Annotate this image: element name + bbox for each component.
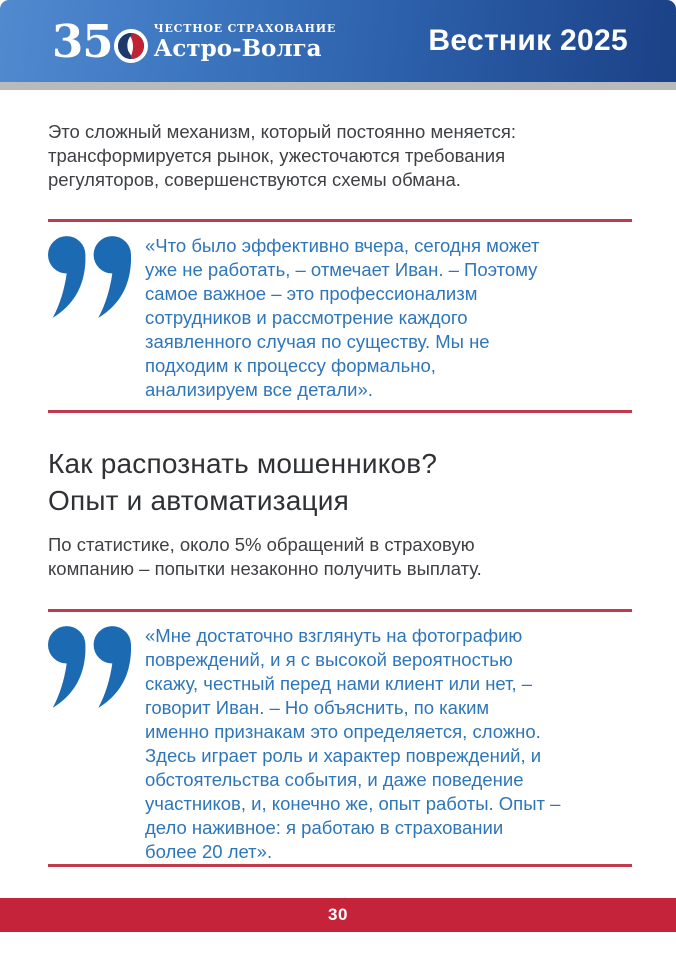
sail-emblem-icon	[118, 33, 144, 59]
red-divider-bottom-quote2	[48, 864, 632, 867]
logo-zero-ring	[114, 29, 148, 63]
intro-paragraph: Это сложный механизм, который постоянно меняется: трансформируется рынок, ужесточаются требования регуляторов, совершенствуются схемы обмана.	[48, 121, 517, 190]
double-quote-right-icon	[48, 236, 131, 318]
anniversary-number: 35	[52, 14, 113, 68]
double-quote-right-icon	[48, 626, 131, 708]
article-content	[0, 90, 676, 867]
red-divider-top-quote1	[48, 219, 632, 222]
newsletter-title: Вестник 2025	[428, 24, 628, 57]
red-divider-top-quote2	[48, 609, 632, 612]
brand-logo	[52, 14, 337, 68]
statistics-paragraph: По статистике, около 5% обращений в страховую компанию – попытки незаконно получить выплату.	[48, 534, 482, 579]
pull-quote-2-text: «Мне достаточно взглянуть на фотографию повреждений, и я с высокой вероятностью скажу, честный перед нами клиент или нет, – говорит Иван. – Но объяснить, по каким именно признакам это определяется, сложно. Здесь играет роль и характер повреждений, и обстоятельства события, и даже поведение участников, и, конечно же, опыт работы. Опыт – дело наживное: я работаю в страховании более 20 лет».	[145, 625, 561, 862]
logo-text-block	[154, 22, 336, 62]
logo-tagline: ЧЕСТНОЕ СТРАХОВАНИЕ	[153, 22, 337, 35]
red-divider-bottom-quote1	[48, 410, 632, 413]
pull-quote-1-text: «Что было эффективно вчера, сегодня может уже не работать, – отмечает Иван. – Поэтому самое важное – это профессионализм сотрудников и рассмотрение каждого заявленного случая по существу. Мы не подходим к процессу формально, анализируем все детали».	[145, 235, 540, 400]
page-number-bar	[0, 898, 676, 932]
logo-brand-name: Астро-Волга	[153, 35, 322, 62]
page-number: 30	[328, 905, 348, 924]
pull-quote-1	[48, 234, 632, 402]
pull-quote-2	[48, 624, 632, 864]
header-shadow-strip	[0, 82, 676, 90]
section-heading: Как распознать мошенников? Опыт и автоматизация	[48, 448, 438, 516]
masthead	[0, 0, 676, 82]
